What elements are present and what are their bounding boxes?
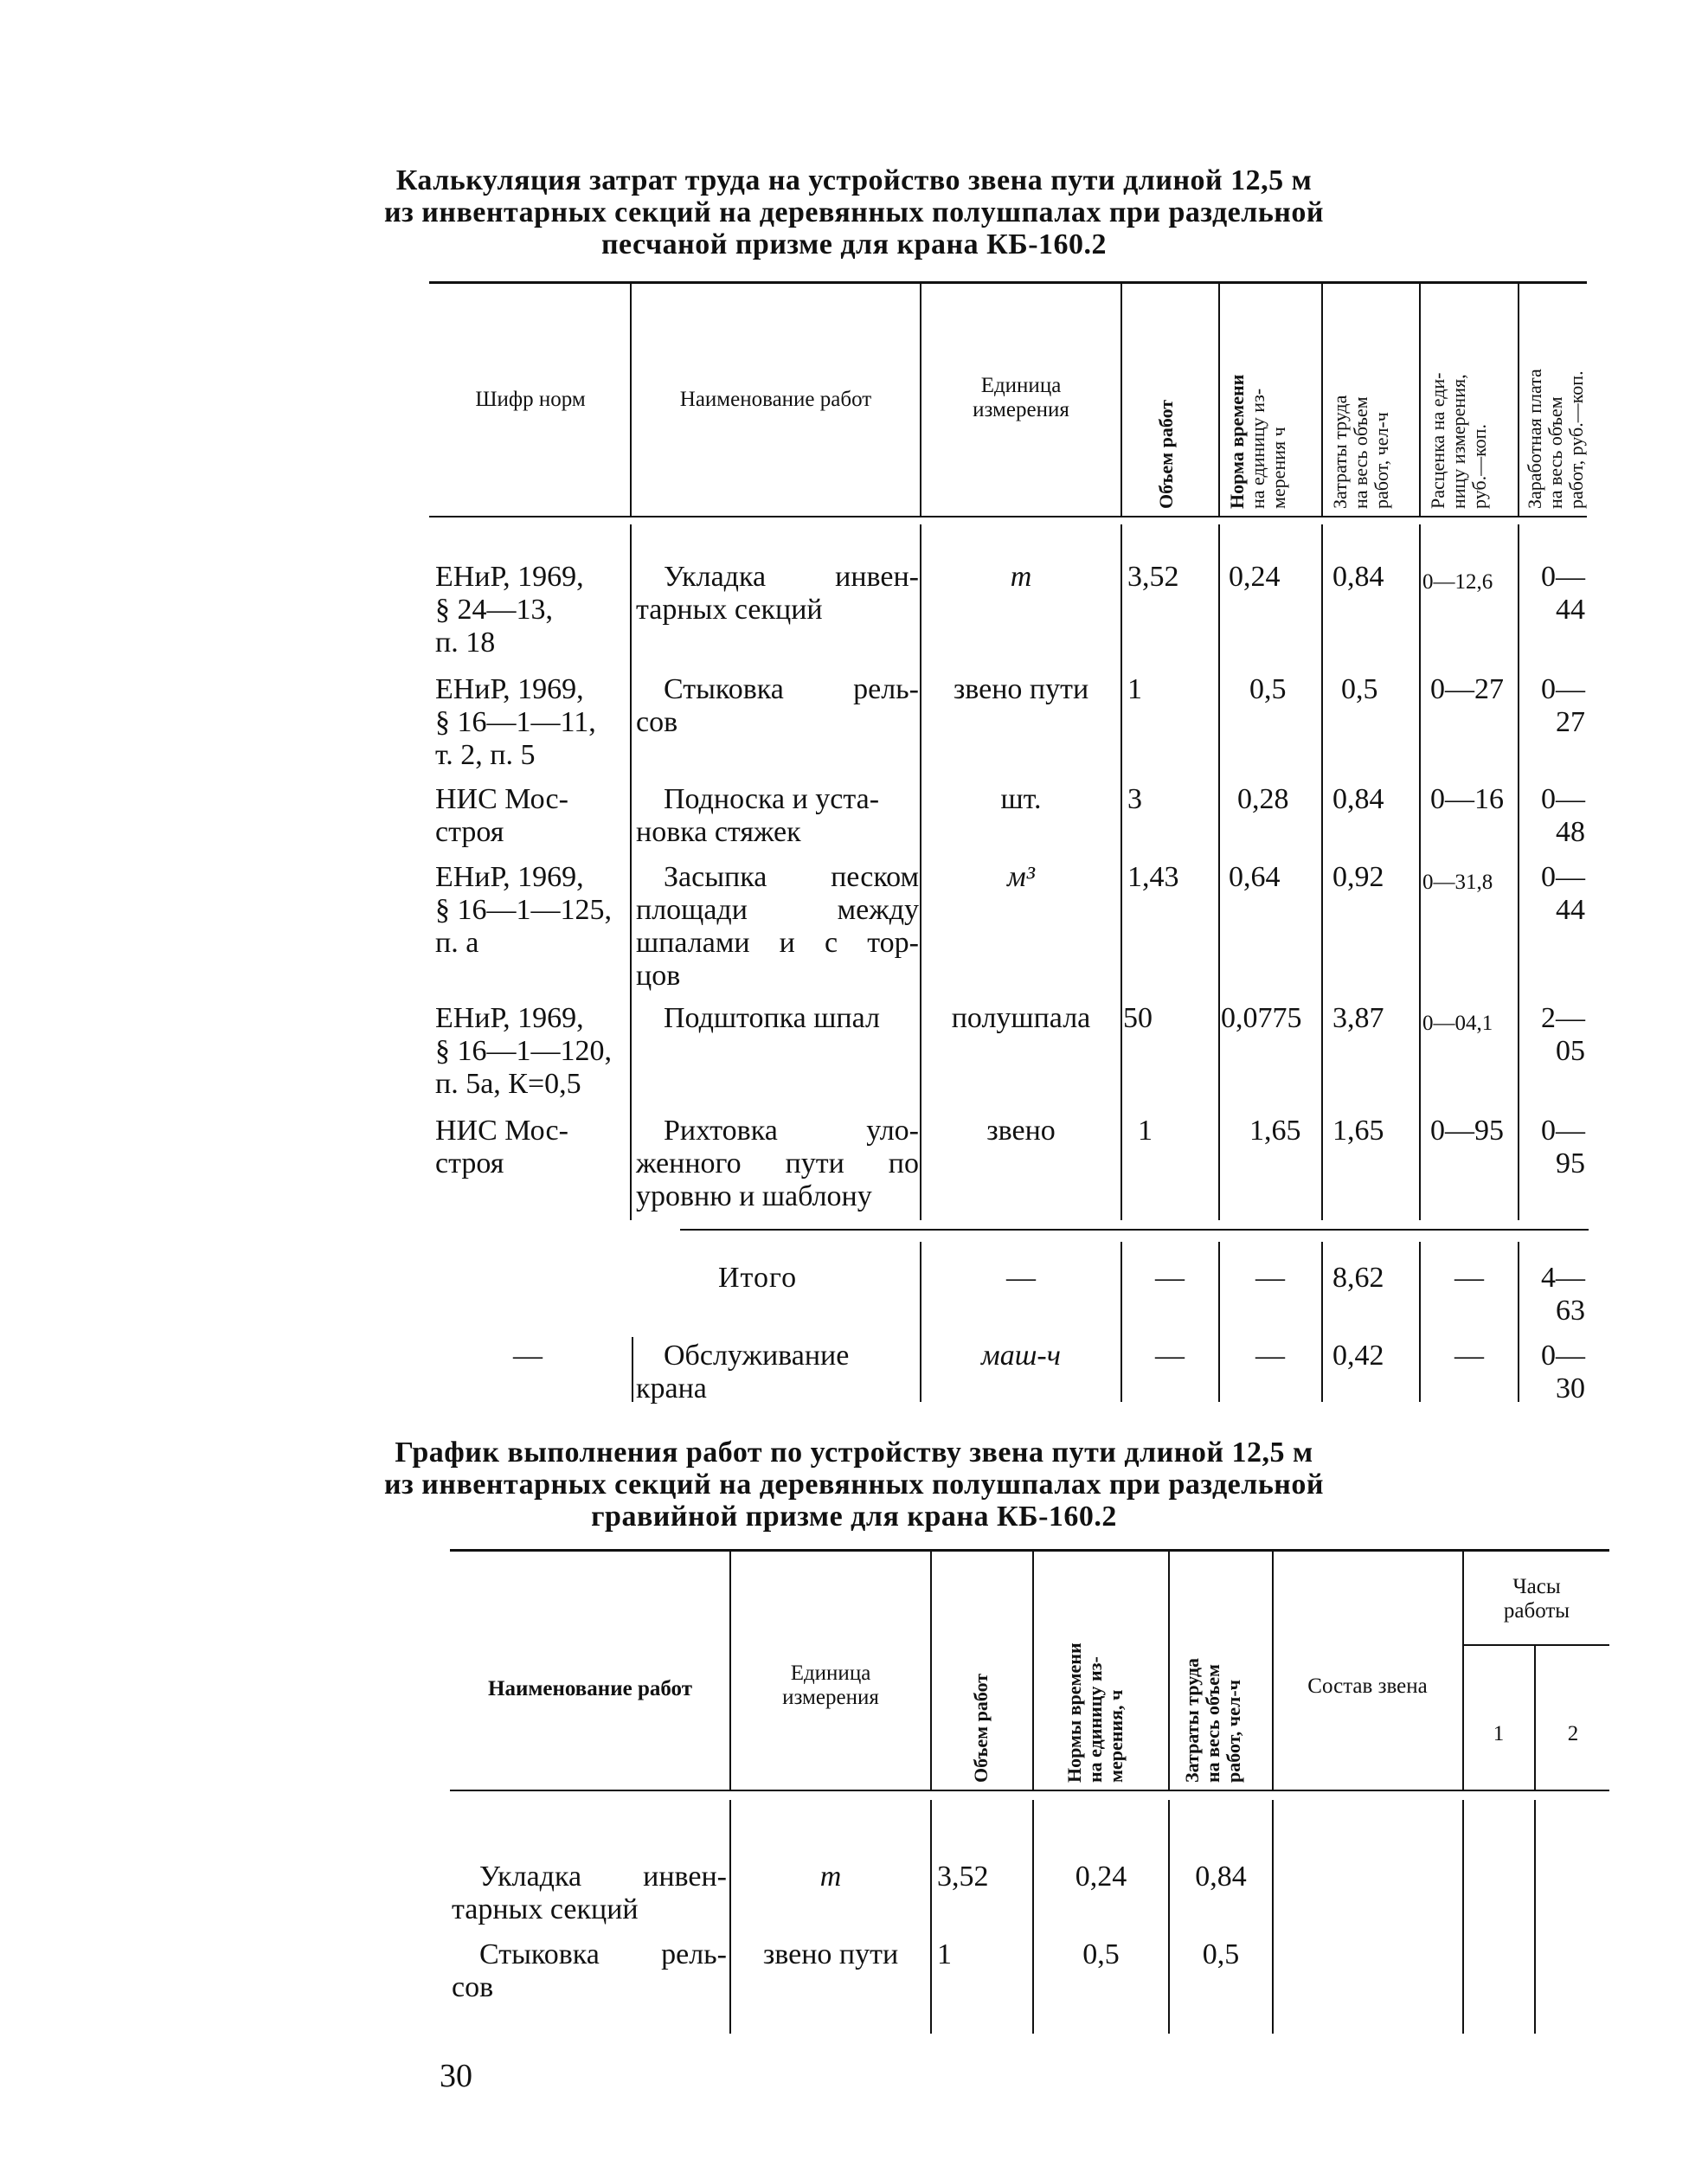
calc-table-top-rule — [429, 281, 1587, 284]
calc-title-line-2: из инвентарных секций на деревянных полушпалах при раздельной — [384, 196, 1324, 228]
calc-row-6-code — [435, 1115, 630, 1180]
calc-row-1-code-line: п. 18 — [435, 627, 496, 659]
calc-row-1-name-line: тарных секций — [636, 594, 823, 626]
calc-row-6-name-line: женного пути по — [636, 1147, 919, 1179]
calc-header-labor-line: работ, чел-ч — [1371, 412, 1392, 509]
schedule-col-rule — [1032, 1800, 1034, 2034]
calc-header-labor-line: на весь объем — [1350, 396, 1371, 509]
calc-col-rule — [1419, 524, 1421, 1220]
schedule-header-hour-1: 1 — [1493, 1722, 1505, 1745]
calc-row-3-wage: 0—48 — [1541, 783, 1585, 848]
schedule-row-2-unit: звено пути — [762, 1938, 899, 1970]
calc-row-2-labor: 0,5 — [1341, 673, 1378, 705]
page-number: 30 — [440, 2058, 472, 2094]
schedule-row-1-norm: 0,24 — [1075, 1861, 1127, 1893]
calc-row-2-code-line: ЕНиР, 1969, — [435, 673, 584, 705]
calc-row-4-name-line: шпалами и с тор- — [636, 927, 919, 959]
calc-header-name: Наименование работ — [679, 388, 872, 411]
calc-service-rate: — — [1454, 1340, 1484, 1372]
calc-row-5-unit: полушпала — [951, 1002, 1091, 1034]
schedule-col-rule — [930, 1800, 932, 2034]
calc-row-2-name-line: сов — [636, 706, 678, 738]
calc-row-4-name-line: Засыпка песком — [664, 861, 919, 893]
schedule-title-line-3: гравийной призме для крана КБ-160.2 — [591, 1501, 1117, 1533]
calc-col-rule — [1321, 1242, 1323, 1402]
calc-col-rule — [1518, 524, 1519, 1220]
schedule-hours-rule — [1462, 1644, 1609, 1646]
calc-row-1-unit: т — [1010, 561, 1032, 593]
calc-col-rule — [1218, 524, 1220, 1220]
calc-service-norm: — — [1255, 1340, 1285, 1372]
calc-row-2-rate: 0—27 — [1430, 673, 1504, 705]
calc-row-4-code-line: п. а — [435, 927, 479, 959]
calc-row-2-volume: 1 — [1127, 673, 1142, 705]
calc-row-6-unit: звено — [986, 1115, 1056, 1147]
calc-row-5-wage: 2—05 — [1541, 1002, 1585, 1067]
calc-row-1-volume: 3,52 — [1127, 561, 1179, 593]
schedule-header-norm-line: мерения, ч — [1105, 1689, 1127, 1783]
schedule-header-norm — [1064, 1642, 1127, 1783]
calc-row-6-code-line: НИС Мос- — [435, 1115, 568, 1147]
calc-row-1-norm: 0,24 — [1229, 561, 1281, 593]
calc-row-3-code-line: НИС Мос- — [435, 783, 568, 815]
calc-row-4-volume: 1,43 — [1127, 861, 1179, 893]
calc-total-labor: 8,62 — [1332, 1262, 1384, 1294]
calc-header-norm-line: на единицу из- — [1247, 388, 1268, 509]
schedule-header-labor-line: работ, чел-ч — [1223, 1679, 1244, 1783]
calc-row-4-labor: 0,92 — [1332, 861, 1384, 893]
calc-row-6-norm: 1,65 — [1249, 1115, 1301, 1147]
calc-row-6-volume: 1 — [1138, 1115, 1153, 1147]
calc-col-rule — [1321, 524, 1323, 1220]
schedule-header-volume-line: Объем работ — [970, 1673, 992, 1783]
schedule-header-volume — [971, 1674, 992, 1783]
calc-header-rate-line: Расценка на еди- — [1427, 372, 1448, 509]
calc-header-volume-line: Объем работ — [1155, 399, 1177, 509]
calc-total-label: Итого — [718, 1262, 798, 1294]
calc-row-6-labor: 1,65 — [1332, 1115, 1384, 1147]
calc-col-rule — [1120, 284, 1122, 516]
calc-header-wage-line: на весь объем — [1544, 396, 1566, 509]
schedule-col-rule — [1534, 1800, 1536, 2034]
schedule-row-1-name-line: тарных секций — [452, 1893, 639, 1925]
calc-row-5-norm: 0,0775 — [1221, 1002, 1302, 1034]
calc-col-rule — [630, 524, 632, 1220]
calc-row-6-name-line: уровню и шаблону — [636, 1180, 872, 1212]
schedule-col-rule — [930, 1552, 932, 1790]
calc-row-4-name-line: площади между — [636, 894, 919, 926]
calc-row-1-name-line: Укладка инвен- — [664, 561, 919, 593]
calc-row-4-rate: 0—31,8 — [1422, 871, 1493, 894]
calc-col-rule — [630, 284, 632, 516]
schedule-row-1-name-line: Укладка инвен- — [479, 1861, 727, 1893]
calc-header-norm — [1227, 375, 1289, 509]
schedule-row-2-norm: 0,5 — [1082, 1938, 1120, 1970]
calc-row-1-wage: 0—44 — [1541, 561, 1585, 626]
schedule-col-rule — [1032, 1552, 1034, 1790]
schedule-row-1-name — [452, 1861, 727, 1926]
calc-row-3-name — [636, 783, 919, 849]
calc-service-labor: 0,42 — [1332, 1340, 1384, 1372]
schedule-col-rule — [1272, 1552, 1274, 1790]
calc-col-rule — [1218, 284, 1220, 516]
calc-header-unit — [922, 374, 1120, 422]
calc-row-3-norm: 0,28 — [1237, 783, 1289, 815]
schedule-row-1-unit: т — [819, 1861, 842, 1893]
calc-header-wage — [1525, 369, 1587, 509]
schedule-header-hours — [1464, 1575, 1609, 1623]
schedule-header-norm-line: Нормы времени — [1063, 1642, 1085, 1783]
schedule-header-labor — [1182, 1658, 1244, 1783]
calc-row-4-unit: м³ — [1007, 861, 1035, 893]
schedule-header-norm-line: на единицу из- — [1084, 1656, 1106, 1783]
calc-row-2-name — [636, 673, 919, 739]
calc-total-volume: — — [1155, 1262, 1185, 1294]
calc-row-3-name-line: новка стяжек — [636, 816, 801, 848]
schedule-col-rule — [1462, 1800, 1464, 2034]
calc-table-total-rule — [680, 1229, 1589, 1231]
calc-total-norm: — — [1255, 1262, 1285, 1294]
calc-col-rule — [920, 1242, 921, 1402]
calc-header-norm-line: Норма времени — [1226, 374, 1248, 509]
calc-row-4-wage: 0—44 — [1541, 861, 1585, 926]
calc-title-line-3: песчаной призме для крана КБ-160.2 — [600, 228, 1108, 260]
calc-header-wage-line: работ, руб.—коп. — [1565, 370, 1587, 509]
calc-row-5-name — [636, 1002, 919, 1035]
calc-header-rate-line: руб.—коп. — [1468, 424, 1490, 509]
calc-row-5-volume: 50 — [1123, 1002, 1153, 1034]
schedule-row-1-volume: 3,52 — [937, 1861, 989, 1893]
schedule-header-hour-2: 2 — [1567, 1722, 1579, 1745]
calc-total-wage: 4—63 — [1541, 1262, 1585, 1327]
schedule-row-2-volume: 1 — [937, 1938, 952, 1970]
calc-row-3-volume: 3 — [1127, 783, 1142, 815]
calc-row-5-rate: 0—04,1 — [1422, 1012, 1493, 1035]
calc-row-1-rate: 0—12,6 — [1422, 570, 1493, 594]
schedule-header-unit-line: Единица — [790, 1662, 871, 1685]
calc-row-4-code-line: ЕНиР, 1969, — [435, 861, 584, 893]
schedule-header-unit — [732, 1662, 929, 1710]
schedule-row-2-name — [452, 1938, 727, 2004]
calc-row-6-name-line: Рихтовка уло- — [664, 1115, 919, 1147]
calc-service-volume: — — [1155, 1340, 1185, 1372]
calc-row-5-code-line: § 16—1—120, — [435, 1035, 612, 1067]
schedule-title — [0, 1437, 1708, 1533]
schedule-col-rule — [729, 1800, 731, 2034]
calc-col-rule — [920, 524, 921, 1220]
calc-service-name — [636, 1340, 919, 1405]
calc-row-1-code-line: § 24—13, — [435, 594, 553, 626]
calc-service-unit: маш-ч — [981, 1340, 1061, 1372]
calc-row-4-code — [435, 861, 630, 960]
calc-title — [0, 164, 1708, 260]
calc-header-volume — [1156, 400, 1177, 509]
schedule-header-labor-line: на весь объем — [1202, 1663, 1223, 1783]
calc-col-rule — [1120, 524, 1122, 1220]
calc-header-norm-line: мерения ч — [1268, 427, 1289, 509]
calc-row-5-name-line: Подштопка шпал — [664, 1002, 880, 1034]
calc-col-rule — [1120, 1242, 1122, 1402]
schedule-table-header-rule — [450, 1790, 1609, 1791]
calc-col-rule — [1518, 284, 1519, 516]
calc-row-2-code — [435, 673, 630, 772]
calc-service-wage: 0—30 — [1541, 1340, 1585, 1404]
calc-row-5-code-line: п. 5а, К=0,5 — [435, 1068, 581, 1100]
calc-row-3-code-line: строя — [435, 816, 504, 848]
schedule-title-line-2: из инвентарных секций на деревянных полушпалах при раздельной — [384, 1469, 1324, 1501]
calc-row-5-labor: 3,87 — [1332, 1002, 1384, 1034]
schedule-col-rule — [1534, 1646, 1536, 1790]
calc-header-unit-line: измерения — [973, 398, 1069, 421]
calc-col-rule — [1321, 284, 1323, 516]
calc-col-rule — [920, 284, 921, 516]
calc-service-name-line: Обслуживание — [664, 1340, 850, 1372]
calc-total-rate: — — [1454, 1262, 1484, 1294]
calc-col-rule — [1218, 1242, 1220, 1402]
calc-col-rule — [1419, 1242, 1421, 1402]
calc-header-unit-line: Единица — [980, 374, 1062, 397]
calc-title-line-1: Калькуляция затрат труда на устройство звена пути длиной 12,5 м — [395, 164, 1313, 196]
calc-header-rate-line: ницу измерения, — [1448, 374, 1469, 509]
calc-row-1-name — [636, 561, 919, 627]
calc-row-5-code — [435, 1002, 630, 1101]
calc-row-1-code — [435, 561, 630, 659]
calc-header-labor — [1330, 395, 1392, 509]
calc-row-2-wage: 0—27 — [1541, 673, 1585, 738]
calc-row-4-norm: 0,64 — [1229, 861, 1281, 893]
calc-row-4-name-line: цов — [636, 960, 681, 992]
calc-header-labor-line: Затраты труда — [1329, 395, 1351, 509]
schedule-header-hours-line: работы — [1503, 1599, 1570, 1623]
calc-service-code: — — [513, 1340, 543, 1372]
calc-row-4-code-line: § 16—1—125, — [435, 894, 612, 926]
schedule-title-line-1: График выполнения работ по устройству звена пути длиной 12,5 м — [395, 1437, 1313, 1469]
schedule-row-2-name-line: сов — [452, 1971, 494, 2003]
calc-header-code: Шифр норм — [475, 388, 586, 411]
schedule-header-crew: Состав звена — [1307, 1674, 1428, 1698]
schedule-header-name: Наименование работ — [488, 1677, 692, 1700]
calc-row-2-name-line: Стыковка рель- — [664, 673, 919, 705]
schedule-table-top-rule — [450, 1549, 1609, 1552]
schedule-row-2-labor: 0,5 — [1202, 1938, 1240, 1970]
calc-header-wage-line: Заработная плата — [1524, 369, 1545, 509]
calc-row-3-labor: 0,84 — [1332, 783, 1384, 815]
schedule-col-rule — [1272, 1800, 1274, 2034]
calc-row-4-name — [636, 861, 919, 993]
calc-total-unit: — — [1006, 1262, 1036, 1294]
calc-row-1-labor: 0,84 — [1332, 561, 1384, 593]
calc-table-header-rule — [429, 516, 1587, 517]
calc-col-rule — [1518, 1242, 1519, 1402]
schedule-header-labor-line: Затраты труда — [1181, 1657, 1203, 1783]
calc-row-3-name-line: Подноска и уста- — [664, 783, 880, 815]
schedule-row-1-labor: 0,84 — [1195, 1861, 1247, 1893]
calc-row-6-wage: 0—95 — [1541, 1115, 1585, 1179]
schedule-header-unit-line: измерения — [782, 1686, 879, 1709]
calc-header-rate — [1428, 372, 1490, 509]
calc-row-5-code-line: ЕНиР, 1969, — [435, 1002, 584, 1034]
calc-row-1-code-line: ЕНиР, 1969, — [435, 561, 584, 593]
calc-row-2-unit: звено пути — [953, 673, 1089, 705]
calc-row-6-code-line: строя — [435, 1147, 504, 1179]
schedule-col-rule — [1168, 1800, 1170, 2034]
calc-row-3-code — [435, 783, 630, 849]
calc-col-rule — [632, 1337, 633, 1402]
calc-row-3-unit: шт. — [1000, 783, 1042, 815]
schedule-col-rule — [1168, 1552, 1170, 1790]
calc-row-2-norm: 0,5 — [1249, 673, 1287, 705]
schedule-row-2-name-line: Стыковка рель- — [479, 1938, 727, 1970]
calc-service-name-line: крана — [636, 1372, 707, 1404]
calc-row-6-rate: 0—95 — [1430, 1115, 1504, 1147]
calc-row-2-code-line: § 16—1—11, — [435, 706, 596, 738]
calc-row-2-code-line: т. 2, п. 5 — [435, 739, 536, 771]
calc-row-3-rate: 0—16 — [1430, 783, 1504, 815]
calc-row-6-name — [636, 1115, 919, 1213]
calc-col-rule — [1419, 284, 1421, 516]
schedule-col-rule — [729, 1552, 731, 1790]
schedule-header-hours-line: Часы — [1512, 1575, 1561, 1598]
